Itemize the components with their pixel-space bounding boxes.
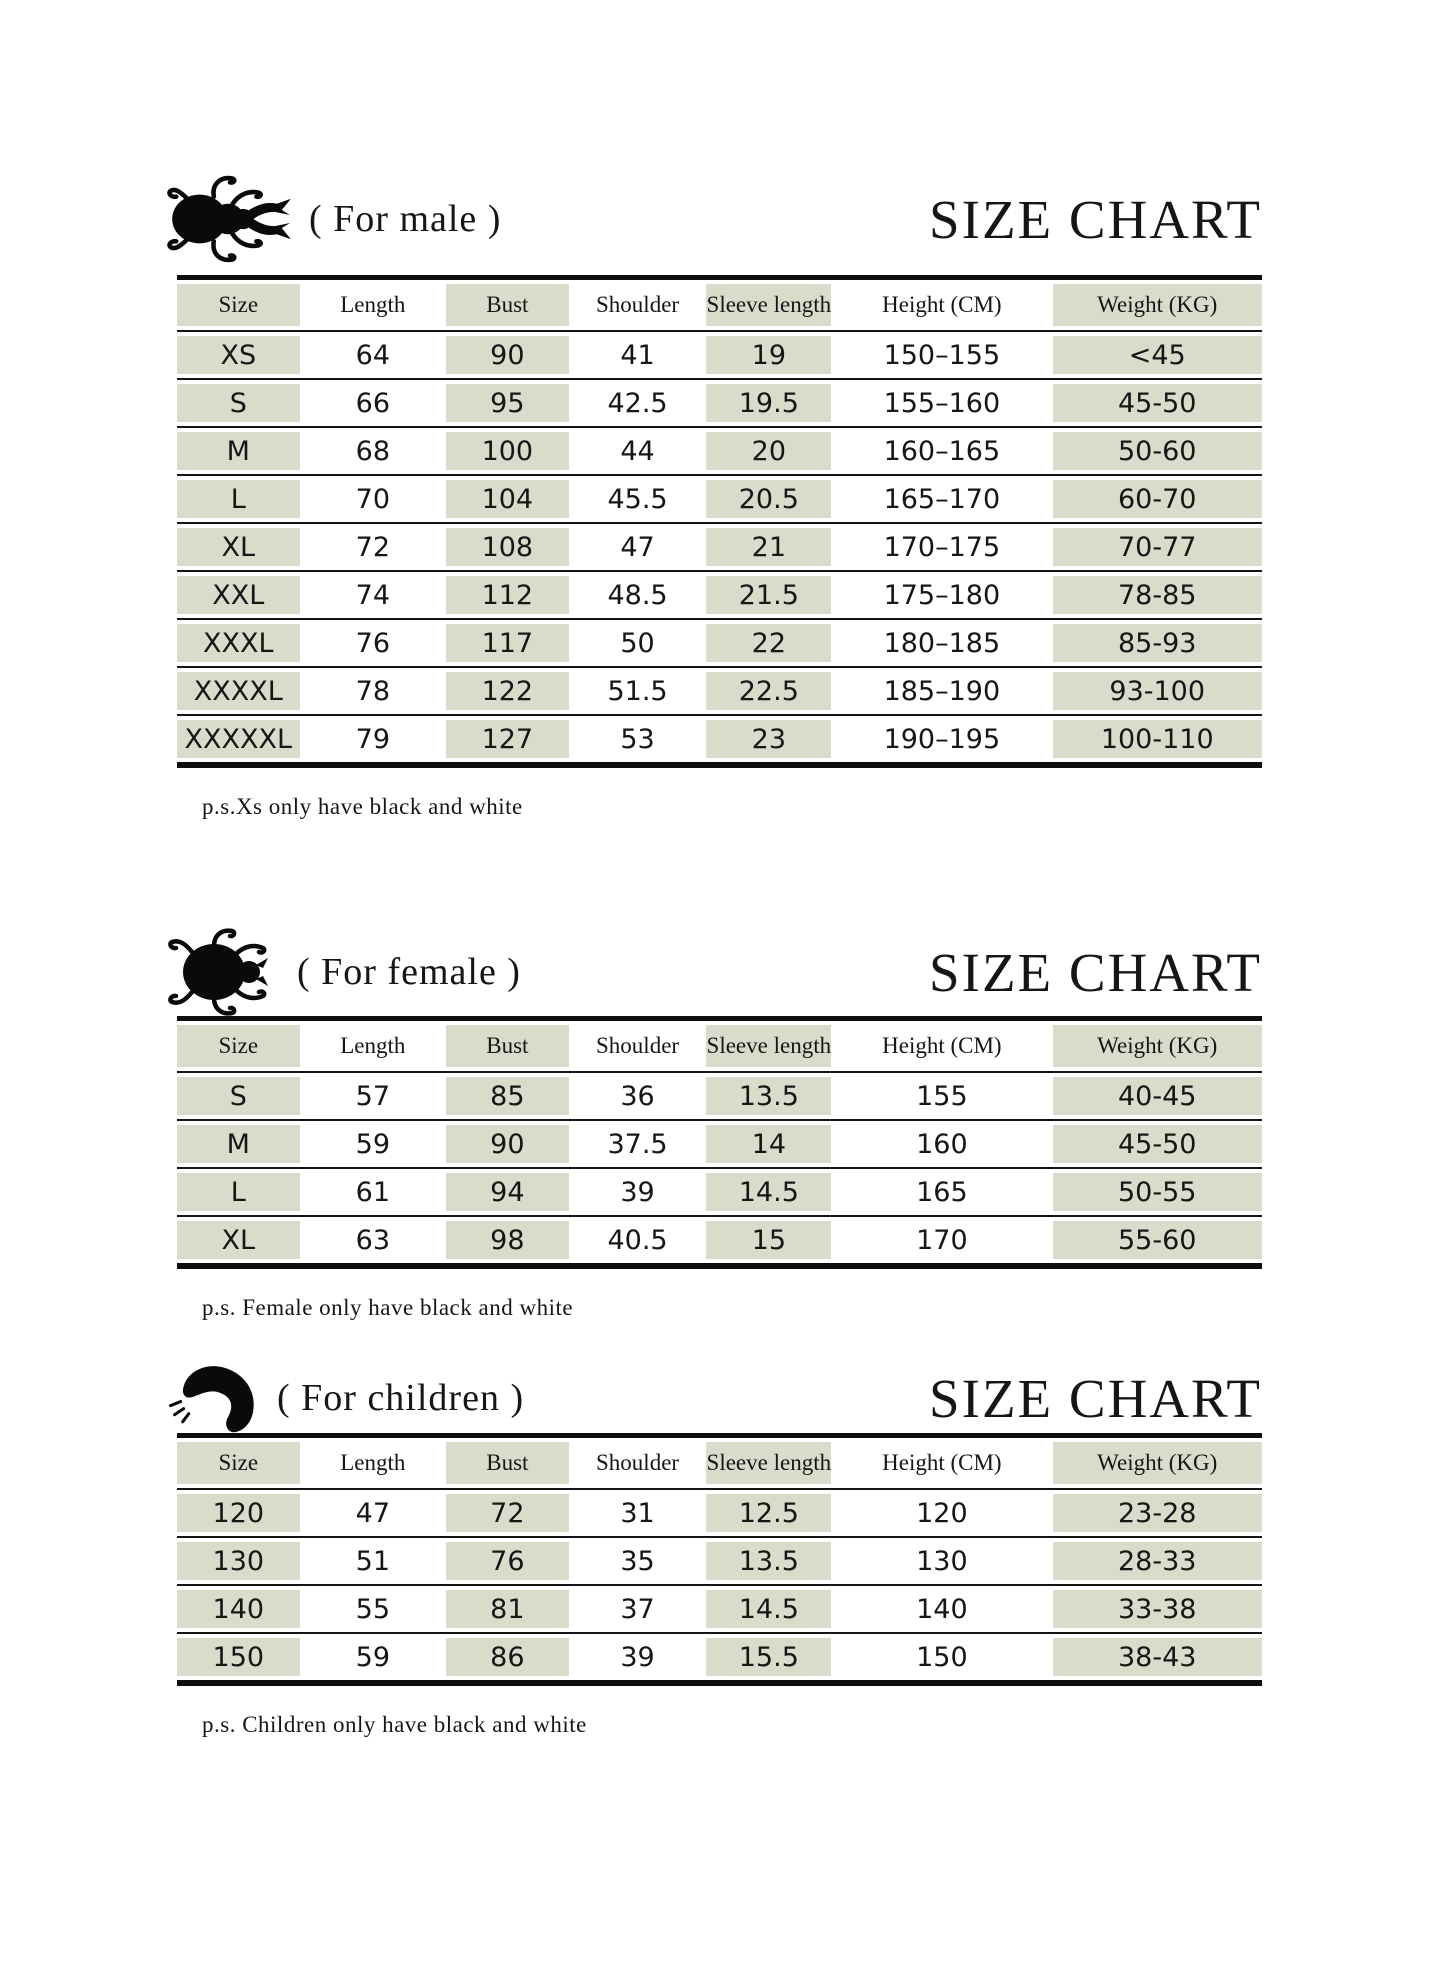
value-cell: 21 (706, 524, 831, 570)
value-cell: 155 (916, 1080, 968, 1112)
value-cell: 48.5 (607, 579, 668, 611)
value-cell: 59 (355, 1641, 390, 1673)
value-cell: 39 (620, 1641, 655, 1673)
table-row (177, 380, 1262, 428)
size-cell: 120 (177, 1490, 300, 1536)
value-cell: 28-33 (1053, 1538, 1262, 1584)
value-cell: 165 (916, 1176, 968, 1208)
value-cell: 57 (355, 1080, 390, 1112)
size-cell: XL (177, 524, 300, 570)
section-header (177, 163, 1262, 275)
value-cell: 41 (620, 339, 655, 371)
column-header-length: Length (340, 1033, 406, 1058)
value-cell: 45.5 (607, 483, 668, 515)
size-cell: S (177, 380, 300, 426)
audience-label: ( For male ) (309, 198, 502, 240)
table-row (177, 668, 1262, 716)
size-cell: XL (177, 1217, 300, 1263)
size-chart-title: SIZE CHART (929, 1367, 1262, 1429)
value-cell: 78 (355, 675, 390, 707)
table-row (177, 1073, 1262, 1121)
value-cell: 38-43 (1053, 1634, 1262, 1680)
value-cell: 44 (620, 435, 655, 467)
value-cell: 170–175 (883, 531, 1001, 563)
size-table (177, 1433, 1262, 1686)
value-cell: 76 (446, 1538, 569, 1584)
value-cell: 86 (446, 1634, 569, 1680)
value-cell: 160 (916, 1128, 968, 1160)
value-cell: 42.5 (607, 387, 668, 419)
column-header-sleeve-length: Sleeve length (706, 1438, 831, 1488)
table-row (177, 1121, 1262, 1169)
value-cell: 165–170 (883, 483, 1001, 515)
table-header-row (177, 1021, 1262, 1073)
table-row (177, 620, 1262, 668)
value-cell: 70-77 (1053, 524, 1262, 570)
value-cell: 40-45 (1053, 1073, 1262, 1119)
column-header-length: Length (340, 1450, 406, 1475)
table-row (177, 428, 1262, 476)
size-chart-section-female (177, 928, 1262, 1323)
table-row (177, 1586, 1262, 1634)
value-cell: 13.5 (706, 1073, 831, 1119)
table-row (177, 1538, 1262, 1586)
table-row (177, 1169, 1262, 1217)
value-cell: 47 (620, 531, 655, 563)
value-cell: 59 (355, 1128, 390, 1160)
table-row (177, 476, 1262, 524)
table-header-row (177, 1438, 1262, 1490)
column-header-size: Size (177, 280, 300, 330)
value-cell: 90 (446, 332, 569, 378)
table-footnote: p.s.Xs only have black and white (202, 794, 523, 819)
value-cell: 150–155 (883, 339, 1001, 371)
column-header-bust: Bust (446, 1021, 569, 1071)
size-cell: 130 (177, 1538, 300, 1584)
table-row (177, 1490, 1262, 1538)
value-cell: 100 (446, 428, 569, 474)
table-row (177, 1634, 1262, 1680)
value-cell: 94 (446, 1169, 569, 1215)
value-cell: 150 (916, 1641, 968, 1673)
value-cell: 53 (620, 723, 655, 755)
value-cell: 33-38 (1053, 1586, 1262, 1632)
size-cell: 140 (177, 1586, 300, 1632)
value-cell: 127 (446, 716, 569, 762)
column-header-height-cm: Height (CM) (882, 292, 1002, 317)
value-cell: 122 (446, 668, 569, 714)
value-cell: 112 (446, 572, 569, 618)
size-charts-document (177, 163, 1262, 1740)
value-cell: 22 (706, 620, 831, 666)
value-cell: 98 (446, 1217, 569, 1263)
value-cell: 14 (706, 1121, 831, 1167)
table-row (177, 524, 1262, 572)
value-cell: 50 (620, 627, 655, 659)
value-cell: 70 (355, 483, 390, 515)
value-cell: 23-28 (1053, 1490, 1262, 1536)
value-cell: 155–160 (883, 387, 1001, 419)
size-chart-section-children (177, 1363, 1262, 1740)
size-cell: S (177, 1073, 300, 1119)
value-cell: 37 (620, 1593, 655, 1625)
size-cell: XS (177, 332, 300, 378)
section-header-left (177, 166, 501, 272)
value-cell: 85-93 (1053, 620, 1262, 666)
value-cell: 47 (355, 1497, 390, 1529)
value-cell: 95 (446, 380, 569, 426)
value-cell: 45-50 (1053, 380, 1262, 426)
value-cell: 22.5 (706, 668, 831, 714)
value-cell: 15 (706, 1217, 831, 1263)
value-cell: 55 (355, 1593, 390, 1625)
column-header-length: Length (340, 292, 406, 317)
table-row (177, 716, 1262, 762)
value-cell: 90 (446, 1121, 569, 1167)
value-cell: 50-60 (1053, 428, 1262, 474)
size-cell: M (177, 428, 300, 474)
value-cell: 185–190 (883, 675, 1001, 707)
value-cell: 51 (355, 1545, 390, 1577)
value-cell: 72 (446, 1490, 569, 1536)
page (0, 163, 1445, 1978)
size-cell: L (177, 1169, 300, 1215)
stag-beetle-icon (161, 166, 295, 272)
size-cell: 150 (177, 1634, 300, 1680)
value-cell: 76 (355, 627, 390, 659)
value-cell: 50-55 (1053, 1169, 1262, 1215)
value-cell: 74 (355, 579, 390, 611)
value-cell: 72 (355, 531, 390, 563)
value-cell: 37.5 (607, 1128, 668, 1160)
value-cell: 13.5 (706, 1538, 831, 1584)
value-cell: 31 (620, 1497, 655, 1529)
value-cell: 66 (355, 387, 390, 419)
audience-label: ( For female ) (297, 951, 521, 993)
value-cell: 81 (446, 1586, 569, 1632)
table-row (177, 1217, 1262, 1263)
value-cell: 21.5 (706, 572, 831, 618)
size-cell: XXXXL (177, 668, 300, 714)
audience-label: ( For children ) (277, 1377, 525, 1419)
value-cell: 100-110 (1053, 716, 1262, 762)
value-cell: 64 (355, 339, 390, 371)
value-cell: 104 (446, 476, 569, 522)
value-cell: 40.5 (607, 1224, 668, 1256)
value-cell: <45 (1053, 332, 1262, 378)
column-header-weight-kg: Weight (KG) (1053, 1021, 1262, 1071)
beetle-larva-icon (161, 1358, 263, 1438)
table-row (177, 332, 1262, 380)
column-header-sleeve-length: Sleeve length (706, 280, 831, 330)
value-cell: 60-70 (1053, 476, 1262, 522)
value-cell: 19.5 (706, 380, 831, 426)
value-cell: 35 (620, 1545, 655, 1577)
column-header-height-cm: Height (CM) (882, 1033, 1002, 1058)
value-cell: 108 (446, 524, 569, 570)
value-cell: 180–185 (883, 627, 1001, 659)
column-header-bust: Bust (446, 280, 569, 330)
section-header (177, 928, 1262, 1016)
column-header-weight-kg: Weight (KG) (1053, 1438, 1262, 1488)
table-footnote: p.s. Female only have black and white (202, 1295, 574, 1320)
column-header-weight-kg: Weight (KG) (1053, 280, 1262, 330)
value-cell: 51.5 (607, 675, 668, 707)
value-cell: 61 (355, 1176, 390, 1208)
column-header-shoulder: Shoulder (596, 292, 680, 317)
column-header-bust: Bust (446, 1438, 569, 1488)
value-cell: 20.5 (706, 476, 831, 522)
size-cell: L (177, 476, 300, 522)
column-header-size: Size (177, 1438, 300, 1488)
value-cell: 14.5 (706, 1586, 831, 1632)
table-header-row (177, 280, 1262, 332)
value-cell: 85 (446, 1073, 569, 1119)
value-cell: 20 (706, 428, 831, 474)
section-header-left (177, 1358, 524, 1438)
size-cell: XXL (177, 572, 300, 618)
value-cell: 23 (706, 716, 831, 762)
value-cell: 160–165 (883, 435, 1001, 467)
column-header-shoulder: Shoulder (596, 1450, 680, 1475)
size-table (177, 1016, 1262, 1269)
size-cell: M (177, 1121, 300, 1167)
value-cell: 190–195 (883, 723, 1001, 755)
table-row (177, 572, 1262, 620)
value-cell: 120 (916, 1497, 968, 1529)
value-cell: 12.5 (706, 1490, 831, 1536)
value-cell: 170 (916, 1224, 968, 1256)
value-cell: 14.5 (706, 1169, 831, 1215)
value-cell: 15.5 (706, 1634, 831, 1680)
value-cell: 117 (446, 620, 569, 666)
section-header (177, 1363, 1262, 1433)
value-cell: 79 (355, 723, 390, 755)
column-header-shoulder: Shoulder (596, 1033, 680, 1058)
size-chart-title: SIZE CHART (929, 941, 1262, 1003)
value-cell: 19 (706, 332, 831, 378)
table-footnote: p.s. Children only have black and white (202, 1712, 587, 1737)
size-chart-title: SIZE CHART (929, 188, 1262, 250)
value-cell: 93-100 (1053, 668, 1262, 714)
column-header-size: Size (177, 1021, 300, 1071)
size-cell: XXXL (177, 620, 300, 666)
section-header-left (177, 922, 521, 1022)
value-cell: 68 (355, 435, 390, 467)
size-cell: XXXXXL (177, 716, 300, 762)
value-cell: 140 (916, 1593, 968, 1625)
round-beetle-icon (161, 922, 283, 1022)
value-cell: 130 (916, 1545, 968, 1577)
size-chart-section-male (177, 163, 1262, 822)
column-header-sleeve-length: Sleeve length (706, 1021, 831, 1071)
column-header-height-cm: Height (CM) (882, 1450, 1002, 1475)
value-cell: 55-60 (1053, 1217, 1262, 1263)
value-cell: 39 (620, 1176, 655, 1208)
value-cell: 63 (355, 1224, 390, 1256)
value-cell: 36 (620, 1080, 655, 1112)
value-cell: 45-50 (1053, 1121, 1262, 1167)
value-cell: 78-85 (1053, 572, 1262, 618)
size-table (177, 275, 1262, 768)
value-cell: 175–180 (883, 579, 1001, 611)
